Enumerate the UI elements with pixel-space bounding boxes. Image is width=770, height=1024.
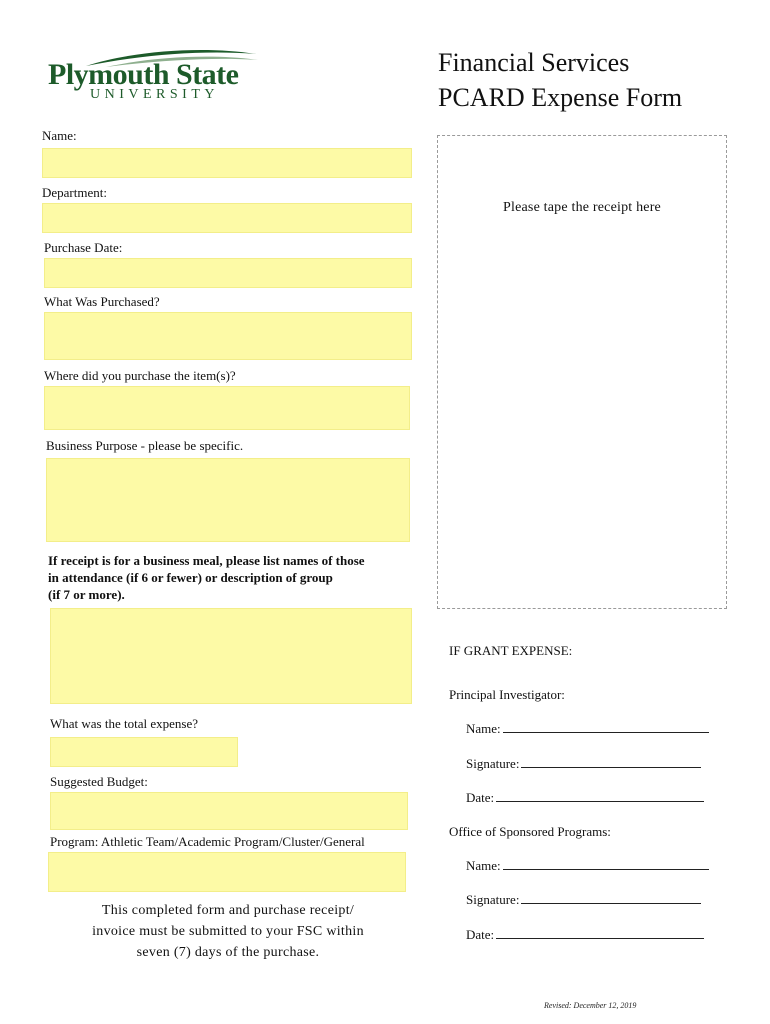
purchase-date-label: Purchase Date: [44,240,123,255]
where-purchased-label: Where did you purchase the item(s)? [44,368,236,383]
university-logo [46,46,258,104]
osp-name-line[interactable] [503,868,709,870]
business-purpose-label: Business Purpose - please be specific. [46,438,244,453]
meal-label-line1: If receipt is for a business meal, please list names of those [48,553,365,568]
total-expense-label: What was the total expense? [50,716,198,731]
note-line2: invoice must be submitted to your FSC within [92,924,364,939]
osp-date-label: Date: [466,927,495,942]
pi-signature-line[interactable] [521,766,701,768]
receipt-instruction: Please tape the receipt here [503,200,661,215]
business-purpose-field[interactable] [46,458,410,542]
note-line3: seven (7) days of the purchase. [136,945,320,960]
pi-name-label: Name: [466,721,501,736]
what-purchased-label: What Was Purchased? [44,294,160,309]
program-label: Program: Athletic Team/Academic Program/Cluster/General [50,834,365,849]
pi-date-label: Date: [466,790,495,805]
pi-name-row [466,721,709,737]
purchase-date-field[interactable] [44,258,412,288]
pi-heading: Principal Investigator: [449,687,565,702]
where-purchased-field[interactable] [44,386,410,430]
revision-date: Revised: December 12, 2019 [544,1001,637,1010]
osp-heading: Office of Sponsored Programs: [449,824,611,839]
pi-signature-label: Signature: [466,756,520,771]
meal-attendees-field[interactable] [50,608,412,704]
name-label: Name: [42,128,77,143]
name-field[interactable] [42,148,412,178]
pi-name-line[interactable] [503,731,709,733]
pi-date-line[interactable] [496,800,704,802]
submission-note [60,900,396,963]
logo-subtitle: UNIVERSITY [90,87,219,102]
osp-signature-row [466,892,701,908]
osp-signature-line[interactable] [521,902,701,904]
form-title-line2: PCARD Expense Form [438,83,683,112]
pi-date-row [466,790,704,806]
form-title-line1: Financial Services [438,48,630,77]
pi-signature-row [466,756,701,772]
osp-name-label: Name: [466,858,501,873]
meal-label-line2: in attendance (if 6 or fewer) or description of group [48,570,333,585]
department-field[interactable] [42,203,412,233]
program-field[interactable] [48,852,406,892]
suggested-budget-field[interactable] [50,792,408,830]
receipt-area [437,135,727,609]
what-purchased-field[interactable] [44,312,412,360]
osp-signature-label: Signature: [466,892,520,907]
osp-date-line[interactable] [496,937,704,939]
note-line1: This completed form and purchase receipt/ [101,903,355,918]
osp-date-row [466,927,704,943]
logo-wordmark: Plymouth State [48,58,239,91]
total-expense-field[interactable] [50,737,238,767]
department-label: Department: [42,185,107,200]
suggested-budget-label: Suggested Budget: [50,774,148,789]
grant-heading: IF GRANT EXPENSE: [449,643,573,658]
osp-name-row [466,858,709,874]
meal-label-line3: (if 7 or more). [48,587,125,602]
